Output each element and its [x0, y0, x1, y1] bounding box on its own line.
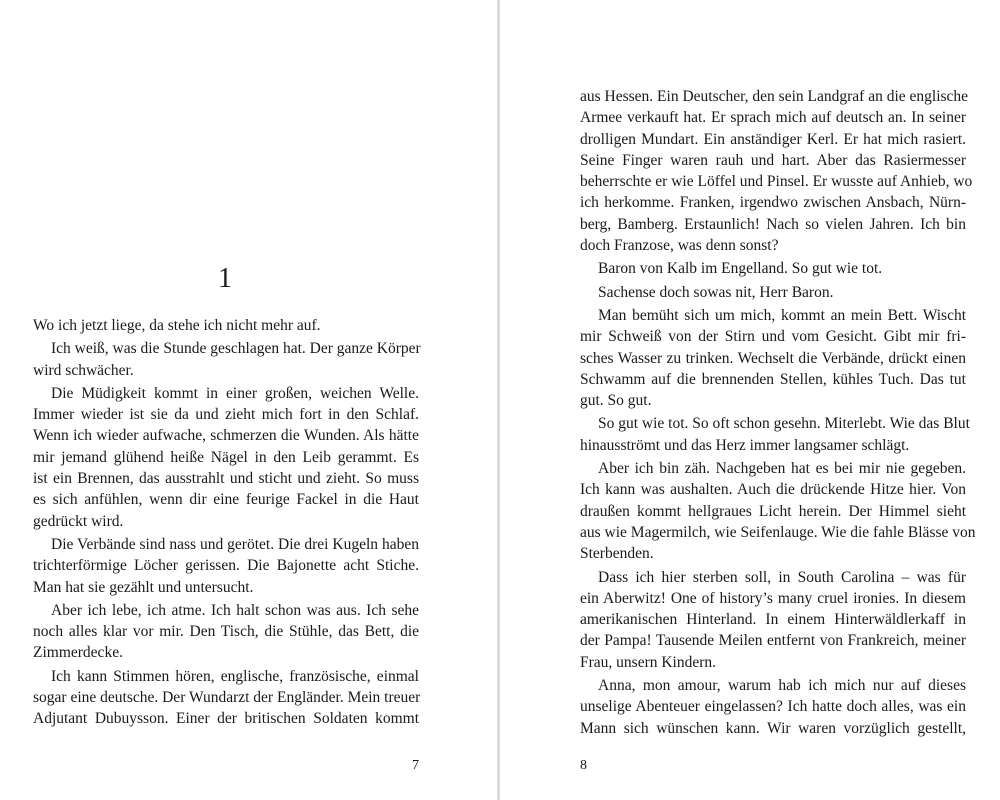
- text-line: der Pampa! Tausende Meilen entfernt von Frankreich, meiner: [580, 632, 966, 650]
- page-number-right: 8: [580, 758, 587, 773]
- text-line: amerikanischen Hinterland. In einem Hinterwäldlerkaff in: [580, 611, 966, 629]
- text-line: ich herkomme. Franken, irgendwo zwischen Ansbach, Nürn-: [580, 194, 966, 212]
- text-line: sogar eine deutsche. Der Wundarzt der Engländer. Mein treuer: [33, 689, 421, 707]
- text-line: Zimmerdecke.: [33, 644, 123, 662]
- text-line: berg, Bamberg. Erstaunlich! Nach so vielen Jahren. Ich bin: [580, 215, 966, 233]
- text-line: Sterbenden.: [580, 545, 654, 563]
- text-line: Ich kann was aushalten. Auch die drückende Hitze hier. Von: [580, 481, 966, 499]
- text-line: sches Wasser zu trinken. Wechselt die Verbände, drückt einen: [580, 349, 966, 367]
- page-number-left: 7: [412, 758, 419, 773]
- text-line: mir Schweiß von der Stirn und vom Gesicht. Gibt mir fri-: [580, 328, 966, 346]
- text-line: Man hat sie gezählt und untersucht.: [33, 578, 254, 596]
- left-page-text: [33, 315, 419, 730]
- text-line: gut. So gut.: [580, 392, 652, 410]
- text-line: Man bemüht sich um mich, kommt an mein Bett. Wischt: [598, 306, 966, 324]
- text-line: ein Aberwitz! One of history’s many cruel ironies. In diesem: [580, 589, 966, 607]
- chapter-number: 1: [218, 263, 232, 294]
- text-line: Dass ich hier sterben soll, in South Carolina – was für: [598, 568, 966, 586]
- left-page: [0, 0, 497, 800]
- text-line: Seine Finger waren rauh und hart. Aber das Rasiermesser: [580, 151, 966, 169]
- text-line: es sich anfühlen, wenn dir eine feurige Fackel in die Haut: [33, 491, 419, 509]
- text-line: Aber ich lebe, ich atme. Ich halt schon was aus. Ich sehe: [51, 601, 419, 619]
- text-line: wird schwächer.: [33, 361, 134, 379]
- right-page-text: [580, 86, 976, 739]
- text-line: Wo ich jetzt liege, da stehe ich nicht mehr auf.: [33, 317, 321, 334]
- text-line: Sachense doch sowas nit, Herr Baron.: [598, 283, 834, 301]
- text-line: Baron von Kalb im Engelland. So gut wie tot.: [598, 260, 883, 278]
- text-line: Mann sich wünschen kann. Wir waren vorzüglich gestellt,: [580, 719, 966, 737]
- text-line: gedrückt wird.: [33, 512, 124, 530]
- text-line: draußen kommt hellgraues Licht herein. Der Himmel sieht: [580, 502, 966, 520]
- text-line: Die Verbände sind nass und gerötet. Die drei Kugeln haben: [51, 535, 419, 553]
- text-line: Immer wieder ist sie da und zieht mich fort in den Schlaf.: [33, 406, 419, 424]
- text-line: Ich kann Stimmen hören, englische, französische, einmal: [51, 667, 419, 685]
- text-line: Die Müdigkeit kommt in einer großen, weichen Welle.: [51, 384, 419, 402]
- text-line: noch alles klar vor mir. Den Tisch, die Stühle, das Bett, die: [33, 623, 419, 641]
- text-line: So gut wie tot. So oft schon gesehn. Miterlebt. Wie das Blut: [598, 415, 970, 433]
- text-line: Aber ich bin zäh. Nachgeben hat es bei mir nie gegeben.: [598, 460, 966, 478]
- text-line: beherrschte er wie Löffel und Pinsel. Er wusste auf Anhieb, wo: [580, 173, 973, 191]
- text-line: aus wie Magermilch, wie Seifenlauge. Wie die fahle Blässe von: [580, 523, 976, 541]
- text-line: Anna, mon amour, warum hab ich mich nur auf dieses: [598, 677, 966, 695]
- right-page: [500, 0, 1000, 800]
- text-line: ist ein Brennen, das ausstrahlt und sticht und zieht. So muss: [33, 470, 419, 488]
- text-line: aus Hessen. Ein Deutscher, den sein Landgraf an die englische: [580, 88, 969, 105]
- text-line: Adjutant Dubuysson. Einer der britischen Soldaten kommt: [33, 710, 419, 728]
- text-line: Ich weiß, was die Stunde geschlagen hat. Der ganze Körper: [51, 340, 421, 358]
- text-line: Frau, unsern Kindern.: [580, 653, 717, 671]
- text-line: trichterförmige Löcher gerissen. Die Bajonette acht Stiche.: [33, 557, 419, 575]
- text-line: doch Franzose, was denn sonst?: [580, 237, 779, 255]
- text-line: hinausströmt und das Herz immer langsamer schlägt.: [580, 436, 910, 454]
- text-line: unselige Abenteuer eingelassen? Ich hatte doch alles, was ein: [580, 698, 966, 716]
- text-line: Schwamm auf die brennenden Stellen, kühles Tuch. Das tut: [580, 370, 966, 388]
- text-line: mir jemand glühend heiße Nägel in den Leib gerammt. Es: [33, 448, 419, 466]
- text-line: drolligen Mundart. Ein anständiger Kerl. Er hat mich rasiert.: [580, 130, 966, 148]
- text-line: Wenn ich wieder aufwache, schmerzen die Wunden. Als hätte: [33, 427, 419, 445]
- text-line: Armee verkauft hat. Er sprach mich auf deutsch an. In seiner: [580, 109, 966, 127]
